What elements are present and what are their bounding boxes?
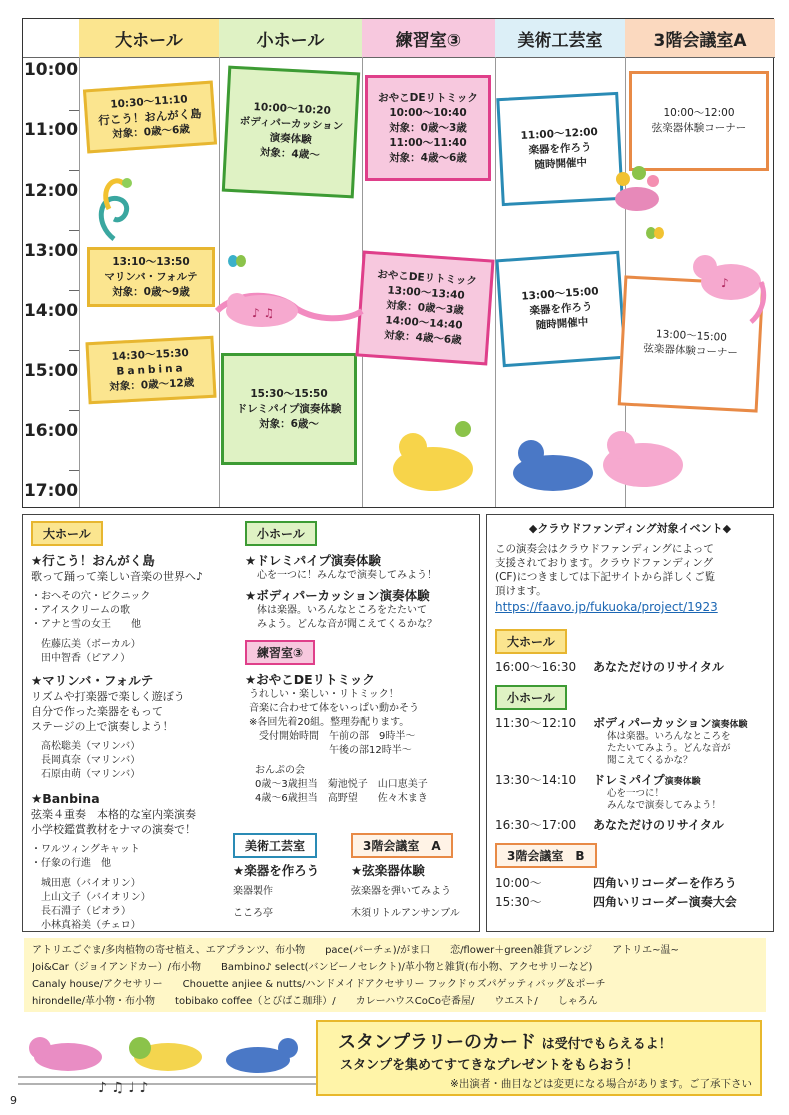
cat-illustration <box>207 281 367 341</box>
time-label: 10:00 <box>23 60 79 80</box>
program-title: ★楽器を作ろう <box>233 863 320 878</box>
event-target: 対象：0歳～3歳 <box>389 121 467 134</box>
program-title: ★ボディパーカッション演奏体験 <box>245 588 430 603</box>
event-target: 対象：0歳～6歳 <box>111 122 191 141</box>
cat-illustration <box>681 237 771 327</box>
event-time: 10:00～10:40 <box>389 106 467 119</box>
program-desc: 心を一つに！みんなで演奏してみよう！ <box>257 570 437 581</box>
hall-header-large: 大ホール <box>79 19 220 58</box>
event-title: おやこDEリトミック <box>378 91 478 104</box>
event-time: 13:10～13:50 <box>112 255 190 268</box>
event-title: ドレミパイプ演奏体験 <box>236 402 342 415</box>
program-desc: 歌って踊って楽しい音楽の世界へ♪ <box>31 570 204 583</box>
program-title: ★行こう！おんがく島 <box>31 553 155 568</box>
hall-tag: 練習室③ <box>245 640 315 665</box>
song-list: ・ワルツィングキャット ・仔象の行進 他 <box>31 844 140 869</box>
event-target: 対象：0歳～9歳 <box>112 285 190 298</box>
time-label: 11:00 <box>23 120 79 140</box>
grid-corner <box>23 19 80 58</box>
cf-event-title: 四角いリコーダーを作ろう <box>593 876 737 890</box>
event-card <box>365 75 491 181</box>
performer-list: 高松聡美（マリンバ） 長岡真奈（マリンバ） 石原由萌（マリンバ） <box>41 741 141 780</box>
svg-text:♪ ♫ ♩ ♪: ♪ ♫ ♩ ♪ <box>98 1080 149 1096</box>
event-sub: 演奏体験 <box>269 131 312 147</box>
event-time: 13:00～13:40 <box>387 283 466 302</box>
hall-tag: 3階会議室 A <box>351 833 453 858</box>
time-label: 16:00 <box>23 421 79 441</box>
event-title: 行こう！おんがく島 <box>97 105 203 128</box>
event-title: 楽器を作ろう <box>528 140 592 157</box>
svg-text:♪ ♫: ♪ ♫ <box>252 306 275 320</box>
event-sub: 随時開催中 <box>535 315 589 332</box>
cf-event-desc: 体は楽器。いろんなところを たたいてみよう。どんな音が 聞こえてくるかな？ <box>607 731 731 766</box>
stamp-card-text: は受付でもらえるよ！ <box>541 1037 672 1052</box>
time-label: 13:00 <box>23 241 79 261</box>
hall-tag: 3階会議室 B <box>495 843 597 868</box>
program-info-panel <box>22 514 480 932</box>
event-time: 14:00～14:40 <box>384 313 463 332</box>
event-card <box>495 251 626 367</box>
performer-list: 木須リトルアンサンブル <box>351 908 460 919</box>
cats-band-illustration <box>383 409 703 505</box>
event-card <box>355 251 494 366</box>
crowdfunding-panel <box>486 514 774 932</box>
shop-line: Canaly house/アクセサリー Chouette anjiee & nutts/ハンドメイドアクセサリー フックドゥズパゲッティバッグ＆ポーチ <box>32 979 606 990</box>
shop-line: アトリエごぐま/多肉植物の寄せ植え、エアプランツ、布小物 pace(パーチェ)/がま口 恋/flower＋green雑貨アレンジ アトリエ~温~ <box>32 945 679 956</box>
hall-tag: 大ホール <box>31 521 103 546</box>
hall-header-practice: 練習室③ <box>362 19 496 58</box>
cf-event-time: 16:00～16:30 <box>495 660 577 674</box>
performer-list: 佐藤広美（ボーカル） 田中智香（ピアノ） <box>41 639 141 664</box>
cf-event-title: 四角いリコーダー演奏大会 <box>593 895 737 909</box>
hall-header-small: 小ホール <box>219 19 363 58</box>
event-target: 対象：4歳～6歳 <box>383 328 463 347</box>
program-desc: 体は楽器。いろんなところをたたいて みよう。どんな音が聞こえてくるかな？ <box>257 605 437 630</box>
hall-tag: 小ホール <box>245 521 317 546</box>
cf-event-title: ドレミパイプ <box>593 773 665 787</box>
event-card <box>83 81 217 154</box>
event-time: 11:00～12:00 <box>520 125 599 142</box>
performer-list: こころ亭 <box>233 908 273 919</box>
crowdfunding-header: ◆クラウドファンディング対象イベント◆ <box>528 522 732 535</box>
event-title: マリンバ・フォルテ <box>104 270 198 283</box>
cf-event-time: 11:30～12:10 <box>495 716 577 730</box>
event-target: 対象：0歳～3歳 <box>385 298 465 317</box>
event-title: ボディパーカッション <box>239 115 344 133</box>
svg-text:♪: ♪ <box>721 276 729 290</box>
event-sub: 随時開催中 <box>534 156 588 171</box>
event-time: 10:00～12:00 <box>663 107 735 119</box>
program-desc: 弦楽器を弾いてみよう <box>351 886 451 897</box>
program-title: ★マリンバ・フォルテ <box>31 673 154 688</box>
butterfly-icon <box>227 253 247 269</box>
event-title: Banbina <box>116 361 186 378</box>
event-title: おやこDEリトミック <box>376 268 478 288</box>
program-title: ★おやこDEリトミック <box>245 672 375 687</box>
performer-list: おんぷの会 0歳～3歳担当 菊池悦子 山口恵美子 4歳～6歳担当 高野望 佐々木まき <box>255 765 428 804</box>
event-title: 楽器を作ろう <box>529 300 593 317</box>
event-card <box>222 66 360 199</box>
cf-event-title: あなただけのリサイタル <box>593 660 724 674</box>
cf-event-suffix: 演奏体験 <box>711 720 748 730</box>
event-time: 14:30～15:30 <box>111 346 190 363</box>
program-title: ★弦楽器体験 <box>351 863 425 878</box>
butterfly-icon <box>645 225 665 241</box>
event-time: 13:00～15:00 <box>520 284 599 303</box>
event-time: 11:00～11:40 <box>389 136 467 149</box>
event-title: 弦楽器体験コーナー <box>643 342 739 360</box>
hall-header-art: 美術工芸室 <box>495 19 626 58</box>
cf-event-suffix: 演奏体験 <box>664 777 701 787</box>
crowdfunding-link[interactable]: https://faavo.jp/fukuoka/project/1923 <box>495 600 718 614</box>
flower-swirl-illustration <box>89 169 139 249</box>
hall-tag: 大ホール <box>495 629 567 654</box>
cf-event-title: ボディパーカッション <box>593 716 712 730</box>
event-target: 対象：4歳～ <box>259 146 321 162</box>
shop-line: hirondelle/革小物・布小物 tobibako coffee（とびばこ珈琲）/ カレーハウスCoCo壱番屋/ ウエスト/ しゃろん <box>32 996 598 1007</box>
event-card <box>221 353 357 465</box>
event-target: 対象：0歳～12歳 <box>109 376 195 393</box>
event-time: 13:00～15:00 <box>655 328 728 344</box>
song-list: ・おへその穴・ピクニック ・アイスクリームの歌 ・アナと雪の女王 他 <box>31 591 151 630</box>
hall-header-conf-a: 3階会議室A <box>625 19 775 58</box>
program-title: ★ドレミパイプ演奏体験 <box>245 553 381 568</box>
shop-list <box>24 938 766 1012</box>
cats-parade-illustration <box>18 1022 318 1098</box>
program-desc: うれしい・楽しい・リトミック！ 音楽に合わせて体をいっぱい動かそう ※各回先着20組。整理券配ります。 受付開始時間 午前の部 9時半～ 午後の部12時半～ <box>249 689 419 756</box>
program-desc: リズムや打楽器で楽しく遊ぼう 自分で作った楽器をもって ステージの上で演奏しよう！ <box>31 690 185 733</box>
event-time: 10:00～10:20 <box>253 101 332 118</box>
hall-tag: 小ホール <box>495 685 567 710</box>
cf-event-time: 16:30～17:00 <box>495 818 577 832</box>
program-desc: 弦楽４重奏 本格的な室内楽演奏 小学校鑑賞教材をナマの演奏で！ <box>31 808 196 836</box>
cf-event-desc: 心を一つに！ みんなで演奏してみよう！ <box>607 788 722 811</box>
page-number: 9 <box>10 1094 17 1107</box>
stamp-desc: スタンプを集めてすてきなプレゼントをもらおう！ <box>340 1058 639 1073</box>
cf-event-time: 10:00～ <box>495 876 542 890</box>
basket-illustration <box>597 149 667 219</box>
cf-event-time: 13:30～14:10 <box>495 773 577 787</box>
hall-tag: 美術工芸室 <box>233 833 317 858</box>
crowdfunding-desc: この演奏会はクラウドファンディングによって 支援されております。クラウドファンディング (CF)につきましては下記サイトから詳しくご覧 頂けます。 <box>495 543 716 597</box>
time-label: 12:00 <box>23 181 79 201</box>
event-card <box>87 247 215 307</box>
event-target: 対象：4歳～6歳 <box>389 151 467 164</box>
performer-list: 城田恵（バイオリン） 上山文子（バイオリン） 長石淵子（ビオラ） 小林真裕美（チェロ） <box>41 878 151 931</box>
event-target: 対象：6歳～ <box>259 417 319 430</box>
stamp-card-label: スタンプラリーのカード <box>338 1032 536 1053</box>
cf-event-time: 15:30～ <box>495 895 542 909</box>
schedule-grid <box>22 18 774 508</box>
event-time: 15:30～15:50 <box>250 387 328 400</box>
event-time: 10:30～11:10 <box>109 92 188 111</box>
shop-line: Joi&Car（ジョイアンドカー）/布小物 Bambino♪ select(バンビーノセレクト)/革小物と雑貨(布小物、アクセサリーなど) <box>32 962 593 973</box>
program-title: ★Banbina <box>31 791 100 806</box>
program-desc: 楽器製作 <box>233 886 273 897</box>
cf-event-title: あなただけのリサイタル <box>593 818 724 832</box>
event-card <box>85 336 216 405</box>
event-title: 弦楽器体験コーナー <box>651 122 747 134</box>
time-label: 17:00 <box>23 481 79 501</box>
time-label: 15:00 <box>23 361 79 381</box>
stamp-rally-banner <box>316 1020 762 1096</box>
time-label: 14:00 <box>23 301 79 321</box>
change-notice: ※出演者・曲目などは変更になる場合があります。ご了承下さい <box>450 1078 752 1090</box>
